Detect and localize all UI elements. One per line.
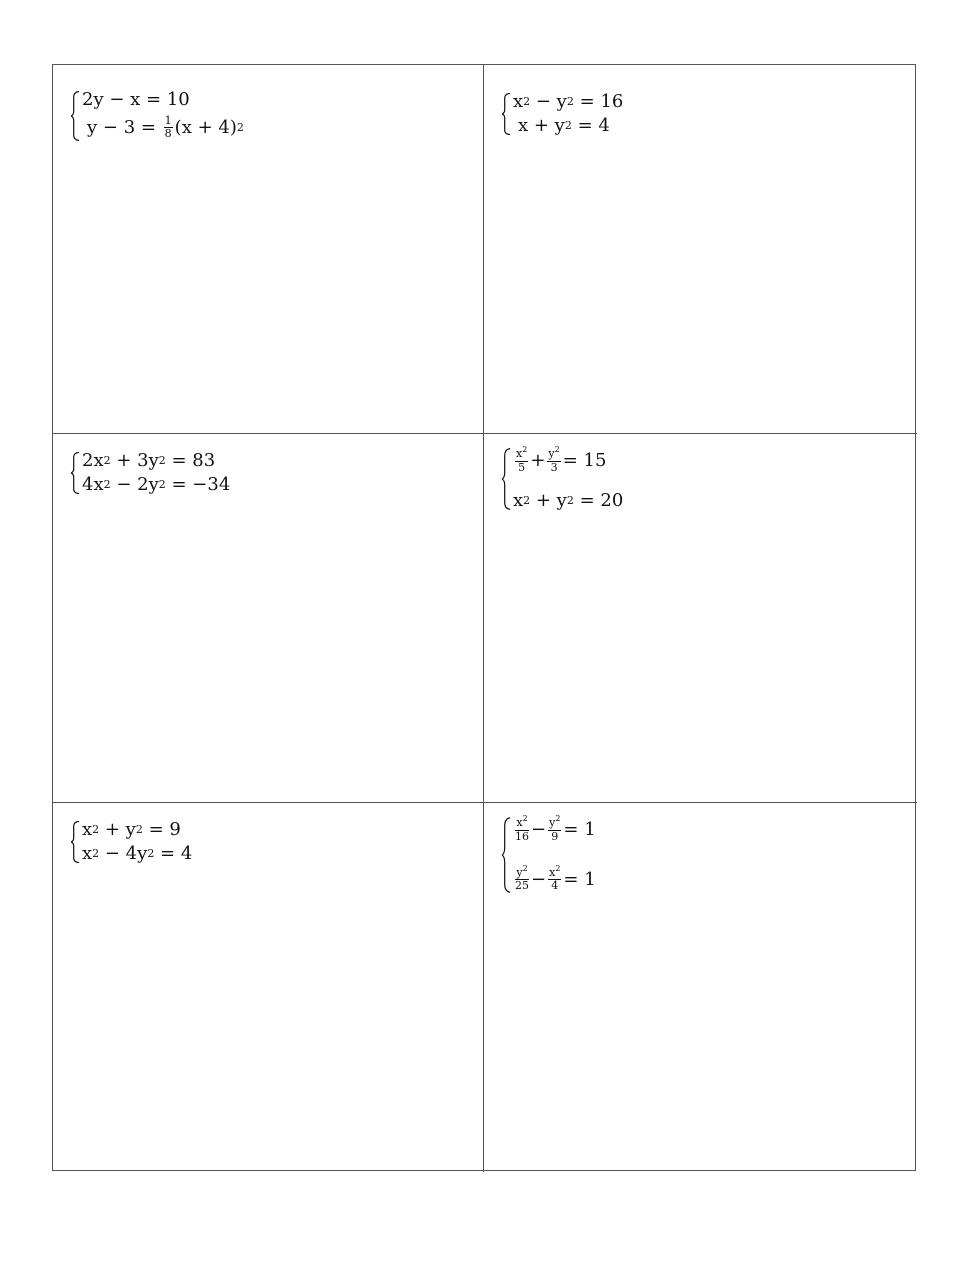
equation-system-1 bbox=[71, 91, 244, 141]
equation-1: 2x 2 + 3y 2 = 83 bbox=[82, 450, 216, 471]
problem-cell-1 bbox=[53, 65, 484, 434]
equation-1: x 2 − y 2 = 16 bbox=[513, 91, 624, 112]
fraction: $\frac{x^2}{16}$ bbox=[515, 814, 529, 843]
fraction: $\frac{x^2}{5}$ bbox=[516, 445, 528, 474]
equation-1: $\frac{x^2}{16}$ − $\frac{y^2}{9}$ = 1 bbox=[515, 814, 596, 843]
equation-system-2 bbox=[502, 93, 623, 135]
fraction: $\frac{y^2}{25}$ bbox=[515, 863, 529, 893]
equation-system-6 bbox=[502, 814, 596, 893]
equation-1: 2y − x = 10 bbox=[82, 89, 190, 110]
equation-system-3 bbox=[71, 452, 230, 494]
worksheet-grid bbox=[52, 64, 916, 1171]
problem-cell-6 bbox=[484, 803, 917, 1172]
equation-1: x 2 + y 2 = 9 bbox=[82, 819, 181, 840]
equation-2: 4x 2 − 2y 2 = −34 bbox=[82, 474, 231, 495]
problem-cell-5 bbox=[53, 803, 484, 1172]
equation-2: x 2 − 4y 2 = 4 bbox=[82, 843, 193, 864]
brace-icon bbox=[502, 817, 511, 893]
equation-system-5 bbox=[71, 821, 192, 863]
brace-icon bbox=[71, 821, 80, 863]
equation-1: $\frac{x^2}{5}$ + $\frac{y^2}{3}$ = 15 bbox=[516, 445, 607, 474]
fraction: $\frac{1}{8}$ bbox=[164, 113, 172, 141]
problem-cell-2 bbox=[484, 65, 917, 434]
fraction: $\frac{x^2}{4}$ bbox=[549, 863, 561, 893]
brace-icon bbox=[71, 91, 80, 141]
brace-icon bbox=[71, 452, 80, 494]
equation-2: x + y 2 = 4 bbox=[518, 115, 610, 136]
fraction: $\frac{y^2}{9}$ bbox=[549, 814, 561, 843]
brace-icon bbox=[502, 93, 511, 135]
equation-2: y − 3 = $\frac{1}{8}$ (x + 4) 2 bbox=[87, 113, 244, 141]
fraction: $\frac{y^2}{3}$ bbox=[548, 445, 560, 474]
brace-icon bbox=[502, 448, 511, 510]
equation-2: $\frac{y^2}{25}$ − $\frac{x^2}{4}$ = 1 bbox=[515, 863, 596, 893]
equation-2: x 2 + y 2 = 20 bbox=[513, 490, 624, 511]
problem-cell-4 bbox=[484, 434, 917, 803]
problem-cell-3 bbox=[53, 434, 484, 803]
equation-system-4 bbox=[502, 445, 624, 511]
